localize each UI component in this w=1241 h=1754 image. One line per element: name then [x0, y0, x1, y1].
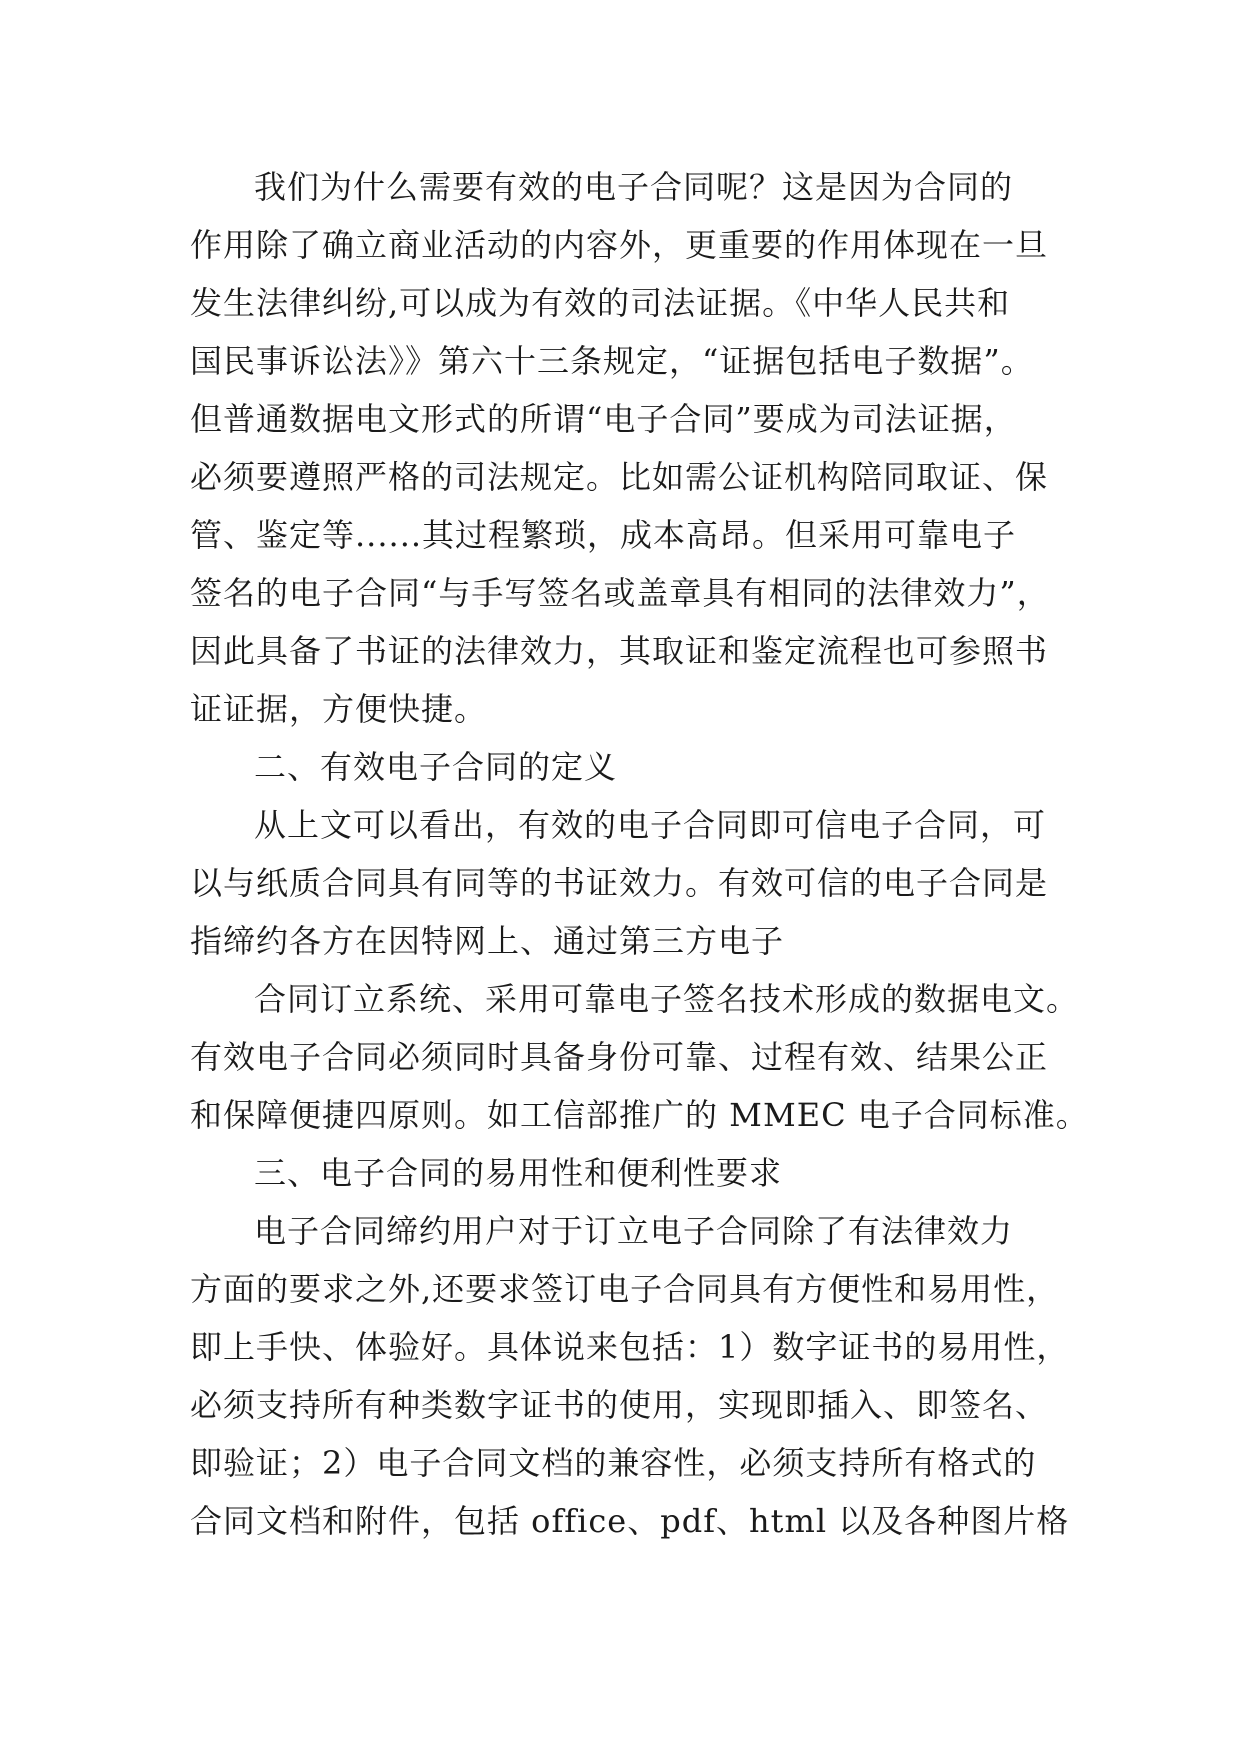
text-line: 必须支持所有种类数字证书的使用，实现即插入、即签名、	[190, 1386, 1049, 1424]
section-heading: 二、有效电子合同的定义	[254, 748, 618, 786]
text-line: 即上手快、体验好。具体说来包括：1）数字证书的易用性，	[190, 1328, 1070, 1366]
text-line: 以与纸质合同具有同等的书证效力。有效可信的电子合同是	[190, 864, 1049, 902]
text-line: 合同订立系统、采用可靠电子签名技术形成的数据电文。	[254, 980, 1080, 1018]
document-body	[190, 158, 1089, 1550]
text-line: 指缔约各方在因特网上、通过第三方电子	[190, 922, 785, 960]
text-line: 国民事诉讼法》》第六十三条规定，“证据包括电子数据”。	[190, 342, 1034, 380]
text-line: 必须要遵照严格的司法规定。比如需公证机构陪同取证、保	[190, 458, 1049, 496]
text-line: 发生法律纠纷,可以成为有效的司法证据。《中华人民共和	[190, 284, 1011, 322]
text-line: 电子合同缔约用户对于订立电子合同除了有法律效力	[254, 1212, 1014, 1250]
text-line: 有效电子合同必须同时具备身份可靠、过程有效、结果公正	[190, 1038, 1049, 1076]
text-line: 管、鉴定等......其过程繁琐，成本高昂。但采用可靠电子	[190, 516, 1017, 554]
text-line: 方面的要求之外,还要求签订电子合同具有方便性和易用性，	[190, 1270, 1060, 1308]
text-line: 合同文档和附件，包括 office、pdf、html 以及各种图片格	[190, 1502, 1070, 1540]
text-line: 签名的电子合同“与手写签名或盖章具有相同的法律效力”，	[190, 574, 1050, 612]
text-line: 和保障便捷四原则。如工信部推广的 MMEC 电子合同标准。	[190, 1096, 1089, 1134]
text-line: 从上文可以看出，有效的电子合同即可信电子合同，可	[254, 806, 1047, 844]
text-line: 我们为什么需要有效的电子合同呢？这是因为合同的	[254, 168, 1014, 206]
text-line: 证证据，方便快捷。	[190, 690, 488, 728]
text-line: 即验证；2）电子合同文档的兼容性，必须支持所有格式的	[190, 1444, 1037, 1482]
text-line: 但普通数据电文形式的所谓“电子合同”要成为司法证据，	[190, 400, 1017, 438]
text-line: 因此具备了书证的法律效力，其取证和鉴定流程也可参照书	[190, 632, 1049, 670]
section-heading: 三、电子合同的易用性和便利性要求	[254, 1154, 783, 1192]
text-line: 作用除了确立商业活动的内容外，更重要的作用体现在一旦	[190, 226, 1049, 264]
